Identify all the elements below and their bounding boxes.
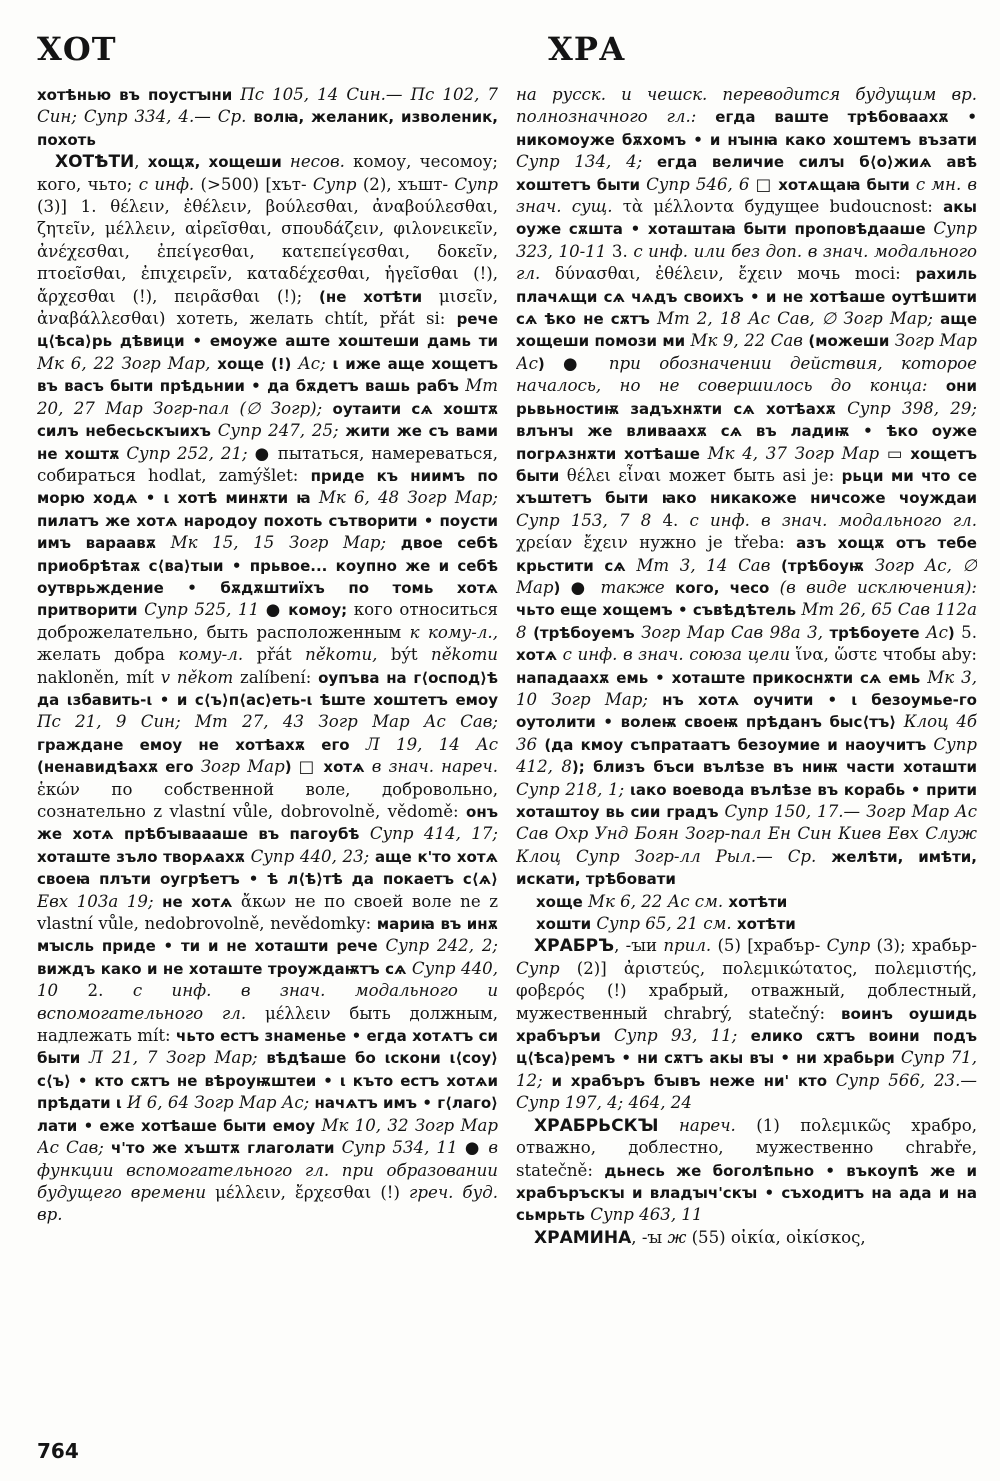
old-slavonic-text: онъ же хотѧ прѣбꙑваааше въ пагоубѣ: [37, 803, 498, 844]
dictionary-entry: [516, 935, 977, 1114]
old-slavonic-text: они рьвьностиѭ задъхнѫти сѧ хотѣахѫ: [516, 377, 977, 418]
text-run: θέλει εἶναι может быть asi je:: [566, 465, 842, 485]
text-run: ●: [265, 600, 289, 620]
italic-text: в функции вспомогательного гл. при образовании будущего времени: [37, 1138, 498, 1202]
old-slavonic-text: хоще (!): [217, 354, 299, 373]
old-slavonic-text: рече ц⟨ѣса⟩рь дѣвици • емоуже аште хоштеши дамь ти: [37, 310, 498, 351]
old-slavonic-text: кого, чесо: [675, 578, 780, 597]
italic-text: Супр 525, 11: [144, 600, 266, 620]
text-run: χρείαν ἔχειν нужно je třeba:: [516, 533, 797, 553]
text-run: 5.: [961, 622, 977, 642]
italic-text: Супр 440, 10: [37, 958, 498, 1001]
headword: ХОТѢТИ: [55, 152, 135, 173]
old-slavonic-text: егда величие силꙑ б⟨о⟩жиѧ авѣ хоштетъ быти: [516, 153, 977, 194]
old-slavonic-text: );: [571, 758, 594, 777]
old-slavonic-text: и храбъръ бꙑвъ неже ни' кто: [551, 1071, 836, 1090]
italic-text: Мк 3, 10 Зогр Мар;: [516, 667, 977, 709]
old-slavonic-text: хоташте зъло творѧахѫ: [37, 847, 251, 866]
italic-text: Мк 6, 22 Зогр Мар,: [37, 353, 218, 373]
italic-text: Мт 20, 27 Мар Зогр-пал (∅ Зогр);: [37, 376, 498, 418]
italic-text: Зогр Мар Ас: [516, 331, 977, 373]
old-slavonic-text: влънꙑ же вливаахѫ сѧ въ ладиѭ • ѣко оуже погрѧзнѫти хотѣаше: [516, 422, 977, 463]
text-run: комоу, чесомоу; кого, чьто;: [37, 152, 498, 194]
old-slavonic-text: нъ хотѧ оучити • ι безоумье-го оутолити • волеѭ своеѭ прѣданъ быс⟨тъ⟩: [516, 690, 977, 732]
italic-text: Пс 105, 14 Син.— Пс 102, 7 Син; Супр 334, 4.— Ср.: [37, 85, 498, 127]
italic-text: Супр 398, 29;: [847, 398, 977, 418]
text-run: 3.: [611, 241, 634, 261]
old-slavonic-text: комоу;: [288, 601, 354, 620]
old-slavonic-text: аще хощеши помози ми: [516, 310, 977, 351]
italic-text: Мк 15, 15 Зогр Мар;: [170, 533, 401, 553]
italic-text: Супр: [516, 958, 577, 978]
old-slavonic-text: виждъ како и не хоташте троуждаѭтъ сѧ: [37, 959, 412, 978]
headword: ХРАМИНА: [534, 1227, 632, 1248]
text-run: ἑκών по собственной воле, добровольно, сознательно z vlastní vůle, dobrovolně, vědomě:: [37, 779, 498, 821]
italic-text: někomu: [431, 645, 498, 665]
old-slavonic-text: граждане емоу не хотѣахѫ его: [37, 735, 366, 754]
text-run: δύνασθαι, ἐθέλειν, ἔχειν мочь moci:: [554, 264, 916, 284]
italic-text: Л 19, 14 Ас: [365, 734, 498, 754]
text-run: ●: [563, 353, 609, 373]
italic-text: Мк 10, 32 Зогр Мар Ас Сав;: [37, 1115, 498, 1158]
old-slavonic-text: ): [947, 623, 962, 642]
old-slavonic-text: жити же съ вами не хоштѫ: [37, 422, 498, 463]
old-slavonic-text: ): [537, 354, 564, 373]
italic-text: Супр: [826, 936, 877, 956]
text-run: □: [755, 174, 779, 194]
italic-text: Ас: [926, 622, 948, 642]
old-slavonic-text: хощетъ быти: [516, 444, 977, 485]
cross-reference: [516, 891, 977, 913]
italic-text: Супр 440, 23;: [250, 846, 375, 866]
italic-text: при обозначении действия, которое началось, но не совершилось до конца:: [516, 353, 977, 396]
italic-text: ж: [667, 1227, 692, 1247]
italic-text: Супр: [454, 174, 498, 194]
old-slavonic-text: ι иже аще хощетъ въ васъ быти прѣдьнии • да бѫдетъ вашь рабъ: [37, 354, 498, 396]
old-slavonic-text: рахиль плачѧщи сѧ чѧдъ своихъ • и не хотѣаше оутѣшити сѧ ѣко не сѫтъ: [516, 265, 977, 329]
old-slavonic-text: начѧтъ имъ • г⟨лаго⟩лати • еже хотѣаше быти емоу: [37, 1094, 498, 1135]
old-slavonic-text: аще к'то хотѧ своеꙗ плъти оугрѣетъ • ѣ л⟨ѣ⟩тѣ да покаетъ с⟨ѧ⟩: [37, 847, 498, 889]
italic-text: Супр 566, 23.— Супр 197, 4; 464, 24: [516, 1070, 977, 1113]
old-slavonic-text: хошти: [536, 915, 597, 934]
text-run: □: [298, 757, 324, 777]
italic-text: Мт 26, 65 Сав 112а 8: [516, 600, 977, 642]
italic-text: также: [600, 577, 676, 597]
italic-text: Мк 6, 48 Зогр Мар;: [318, 488, 498, 508]
text-run: (55) οἰκία, οἰκίσκος,: [691, 1227, 866, 1247]
old-slavonic-text: нападаахѫ емь • хоташте прикоснѫти сѧ емь: [516, 668, 928, 687]
dictionary-entry: [516, 1227, 977, 1249]
header-left: ХОТ: [37, 30, 117, 68]
italic-text: Супр 134, 4;: [516, 152, 657, 172]
text-run: (>500) [хът-: [194, 174, 313, 194]
old-slavonic-text: егда ваште трѣбоваахѫ • никомоуже бѫхомъ • и нꙑнꙗ како хоштемъ възати: [516, 108, 977, 149]
old-slavonic-text: ): [553, 578, 571, 597]
old-slavonic-text: хотѧ: [516, 646, 563, 665]
text-run: μισεῖν, ἀναβάλλεσθαι) хотеть, желать chtít, přát si:: [37, 286, 498, 329]
italic-text: Супр 463, 11: [590, 1205, 703, 1225]
old-slavonic-text: дьнесь же боголѣпьно • въкоупѣ же и храбъръскꙑ и владꙑч'скꙑ • съходитъ на ада и на сьмрьть: [516, 1161, 977, 1225]
old-slavonic-text: (можеши: [808, 332, 895, 351]
italic-text: Л 21, 7 Зогр Мар;: [89, 1048, 267, 1068]
old-slavonic-text: приде къ ниимъ по морю ходѧ • ι хотѣ минѫти ꙗ: [37, 466, 498, 508]
italic-text: с инф. в знач. модального и вспомогательного гл.: [37, 981, 498, 1023]
italic-text: на русск. и чешск. переводится будущим вр. полнозначного гл.:: [516, 85, 977, 127]
old-slavonic-text: рьци ми что се хъштетъ быти ꙗко никакоже ничсоже чоуждаи: [516, 466, 977, 508]
text-run: ,: [134, 152, 148, 172]
old-slavonic-text: акы оуже сѫшта • хоташтаꙗ быти проповѣдааше: [516, 198, 977, 239]
old-slavonic-text: воинъ оушидь храбъръи: [516, 1004, 977, 1046]
italic-text: Зогр Ас, ∅ Мар: [516, 555, 977, 597]
text-run: zalíbení:: [240, 667, 319, 687]
text-run: (5) [храбър-: [717, 936, 827, 956]
italic-text: (в виде исключения):: [779, 577, 977, 597]
text-run: ἄκων не по своей воле ne z vlastní vůle, nedobrovolně, nevědomky:: [37, 891, 498, 934]
italic-text: Мк 9, 22 Сав: [690, 331, 809, 351]
old-slavonic-text: оутаити сѧ хоштѫ силъ небесьскꙑихъ: [37, 399, 498, 441]
text-run: nakloněn, mít: [37, 667, 161, 687]
italic-text: Клоц 4б 36: [516, 712, 977, 754]
italic-text: v někom: [160, 667, 241, 687]
old-slavonic-text: оупъва на г⟨оспод⟩ѣ да ιзбавить-ι • и с⟨ъ⟩п⟨ас⟩еть-ι ѣште хоштетъ емоу: [37, 668, 498, 709]
old-slavonic-text: чьто естъ знаменье • егда хотѧтъ си быти: [37, 1027, 498, 1068]
old-slavonic-text: ιако воевода вълѣзе въ корабь • прити хоташтоу вь сии градъ: [516, 780, 977, 821]
text-run: ● пытаться, намереваться, собираться hodlat, zamýšlet:: [37, 443, 498, 485]
old-slavonic-text: хощѫ, хощеши: [147, 153, 290, 172]
dictionary-entry: [37, 151, 498, 1227]
italic-text: Супр 71, 12;: [516, 1048, 977, 1090]
header-right: ХРА: [548, 30, 626, 68]
old-slavonic-text: хотѣнью въ поустꙑни: [37, 86, 241, 104]
italic-text: Супр 247, 25;: [217, 421, 346, 441]
old-slavonic-text: (да кмоу съпратаатъ безоумие и наоучитъ: [544, 735, 934, 754]
entry-continuation: [37, 84, 498, 151]
italic-text: Супр 534, 11: [341, 1138, 465, 1158]
text-run: 2.: [87, 981, 133, 1001]
italic-text: с инф. или без доп. в знач. модального гл.: [516, 241, 977, 284]
italic-text: Пс 21, 9 Син; Мт 27, 43 Зогр Мар Ас Сав;: [37, 712, 498, 732]
old-slavonic-text: (ненавидѣахѫ его: [37, 758, 201, 777]
text-run: být: [390, 645, 432, 665]
old-slavonic-text: волꙗ, желаник, изволеник, похоть: [37, 108, 498, 149]
old-slavonic-text: хоще: [536, 892, 588, 911]
entry-continuation: [516, 84, 977, 891]
page-number: 764: [37, 1439, 79, 1463]
dictionary-entry: [516, 1115, 977, 1227]
text-run: (2)] ἀριστεύς, πολεμικώτατος, πολεμιστής, φοβερός (!) храбрый, отважный, доблестный, мужественный chrabrý, statečný:: [516, 958, 977, 1023]
text-run: ▭: [886, 443, 911, 463]
text-run: μέλλειν быть должным, надлежать mít:: [37, 1003, 498, 1046]
italic-text: с инф. в знач. союза цели: [562, 645, 796, 665]
italic-text: в знач. нареч.: [371, 757, 498, 777]
old-slavonic-text: близъ бъси вълѣзе въ ниѭ части хоташти: [593, 758, 977, 777]
cross-reference: [516, 913, 977, 935]
italic-text: Супр 546, 6: [646, 174, 756, 194]
italic-text: Мк 6, 22 Ас см.: [587, 891, 729, 911]
italic-text: Мт 2, 18 Ас Сав, ∅ Зогр Мар;: [656, 309, 941, 329]
right-column: [516, 84, 977, 1444]
italic-text: нареч.: [678, 1115, 757, 1135]
text-run: , -ꙑ: [631, 1227, 668, 1247]
text-run: кого относиться доброжелательно, быть расположенным: [37, 600, 498, 642]
italic-text: кому-л.: [178, 645, 257, 665]
text-run: , -ꙑи: [614, 936, 664, 956]
columns: [37, 84, 977, 1444]
italic-text: Супр 252, 21;: [126, 443, 255, 463]
italic-text: Супр 150, 17.— Зогр Мар Ас Сав Охр Унд Боян Зогр-пал Ен Син Киев Евх Служ Клоц Супр Зогр-лл Рыл.— Ср.: [516, 802, 977, 866]
old-slavonic-text: трѣбоуете: [829, 623, 926, 642]
old-slavonic-text: (трѣбоуемъ: [533, 623, 642, 642]
old-slavonic-text: хотѧ: [323, 758, 372, 777]
text-run: τὰ μέλλοντα будущее budoucnost:: [622, 197, 944, 217]
text-run: ●: [464, 1138, 489, 1158]
text-run: желать добра: [37, 645, 179, 665]
italic-text: Мк 4, 37 Зогр Мар: [707, 443, 887, 463]
text-run: (3)] 1. θέλειν, ἐθέλειν, βούλεσθαι, ἀναβούλεσθαι, ζητεῖν, μέλλειν, αἱρεῖσθαι, σπουδάζειν, φιλονεικεῖν, ἀνέχεσθαι, ἐπείγεσθαι, κατεπείγεσθαι, δοκεῖν, πτοεῖσθαι, ἐπιχειρεῖν, καταδέχεσθαι, ἡγεῖσθαι (!), ἄρχεσθαι (!), πειρᾶσθαι (!);: [37, 197, 498, 306]
old-slavonic-text: азъ хощѫ отъ тебе крьстити сѧ: [516, 534, 977, 575]
italic-text: Зогр Мар Сав 98а 3,: [641, 622, 830, 642]
old-slavonic-text: хотѧщаꙗ быти: [778, 175, 916, 194]
italic-text: Евх 103а 19;: [37, 891, 163, 911]
italic-text: někomu,: [305, 645, 391, 665]
text-run: ἵνα, ὥστε чтобы aby:: [795, 645, 977, 665]
old-slavonic-text: хотѣти: [728, 892, 788, 911]
italic-text: И 6, 64 Зогр Мар Ас;: [126, 1093, 315, 1113]
old-slavonic-text: двое себѣ приобрѣтаѫ с⟨ва⟩тыи • прьвое... коупно же и себѣ оутврьждение • бѫдѫштиїхъ по томь хотѧ притворити: [37, 534, 498, 620]
old-slavonic-text: пилатъ же хотѧ народоу похоть сътворити • поусти имъ вараавѫ: [37, 511, 498, 553]
old-slavonic-text: вѣдѣаше бо ιскони ι⟨соу⟩с⟨ъ⟩ • кто сѫтъ не вѣроуѭштеи • ι къто естъ хотѧи прѣдати ι: [37, 1049, 498, 1113]
old-slavonic-text: (трѣбоуѭ: [781, 556, 875, 575]
italic-text: Супр 218, 1;: [516, 779, 631, 799]
old-slavonic-text: мариꙗ въ инѫ мꙑсль приде • ти и не хоташти рече: [37, 915, 498, 956]
italic-text: Ас;: [298, 353, 333, 373]
italic-text: Супр 242, 2;: [385, 936, 498, 956]
italic-text: с инф.: [138, 174, 195, 194]
text-run: (1) πολεμικῶς храбро, отважно, доблестно, мужественно chrabře, statečně:: [516, 1115, 977, 1180]
italic-text: Супр 93, 11;: [614, 1026, 751, 1046]
old-slavonic-text: чьто еще хощемъ • съвѣдѣтель: [516, 601, 802, 620]
old-slavonic-text: не хотѧ: [162, 892, 241, 911]
old-slavonic-text: елико сѫтъ воини подъ ц⟨ѣса⟩ремъ • ни сѫтъ акы вꙑ • ни храбьри: [516, 1027, 977, 1068]
italic-text: Супр 412, 8: [516, 734, 977, 777]
italic-text: к кому-л.,: [409, 622, 498, 642]
italic-text: прил.: [663, 936, 718, 956]
italic-text: несов.: [289, 152, 345, 172]
old-slavonic-text: ): [284, 758, 299, 777]
old-slavonic-text: ч'то же хъштѫ глаголати: [111, 1139, 342, 1158]
italic-text: Зогр Мар: [200, 757, 285, 777]
italic-text: греч. буд. вр.: [37, 1182, 498, 1225]
italic-text: Супр: [312, 174, 357, 194]
text-run: ●: [570, 577, 601, 597]
text-run: 4.: [662, 510, 690, 530]
headword: ХРАБРЬСКꙐ: [534, 1115, 659, 1136]
italic-text: Супр 414, 17;: [369, 824, 498, 844]
headword: ХРАБРЪ: [534, 936, 615, 957]
old-slavonic-text: хотѣти: [736, 915, 796, 934]
italic-text: с мн. в знач. сущ.: [516, 174, 977, 217]
italic-text: Супр 153, 7 8: [516, 510, 663, 530]
italic-text: с инф. в знач. модального гл.: [689, 510, 977, 530]
text-run: [658, 1116, 678, 1135]
italic-text: Мт 3, 14 Сав: [636, 555, 782, 575]
italic-text: Супр 323, 10-11: [516, 219, 977, 261]
old-slavonic-text: (не хотѣти: [319, 287, 439, 306]
text-run: μέλλειν, ἔρχεσθαι (!): [215, 1182, 409, 1202]
text-run: přát: [256, 645, 306, 665]
old-slavonic-text: желѣти, имѣти, искати, трѣбовати: [516, 847, 977, 889]
italic-text: Супр 65, 21 см.: [596, 914, 737, 934]
text-run: (3); храбьр-: [876, 936, 977, 956]
left-column: [37, 84, 498, 1444]
text-run: (2), хъшт-: [356, 174, 455, 194]
